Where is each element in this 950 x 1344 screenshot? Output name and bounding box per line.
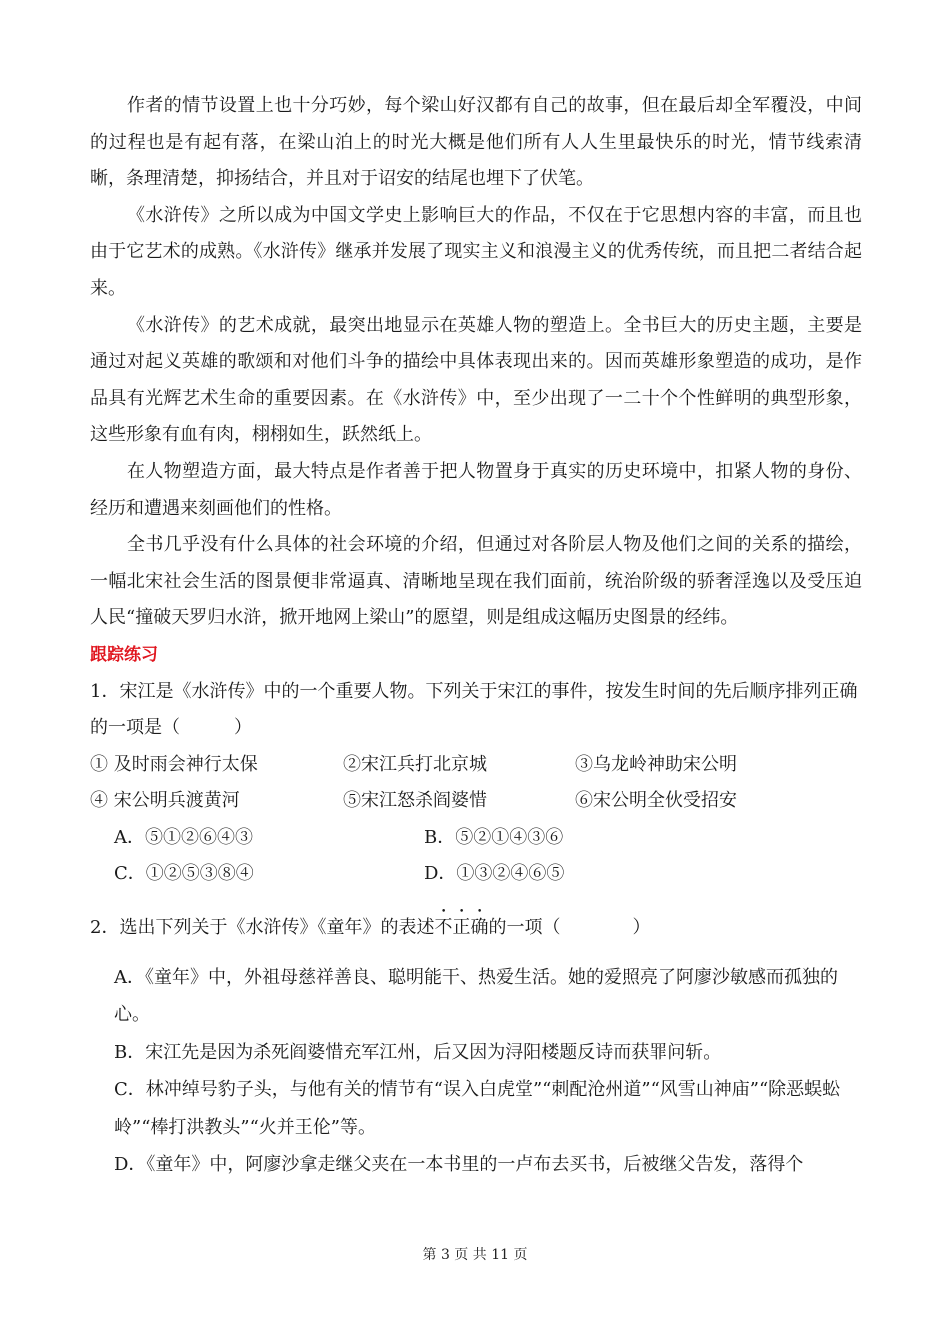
event-item: ① 及时雨会神行太保 xyxy=(90,753,258,775)
question-1-events-row-2 xyxy=(90,783,862,820)
question-2-stem xyxy=(90,907,862,947)
page-footer: 第 3 页 共 11 页 xyxy=(422,1247,528,1263)
event-item: ⑥宋公明全伙受招安 xyxy=(575,790,737,812)
event-item: ③乌龙岭神助宋公明 xyxy=(575,753,737,775)
paragraph-3: 《水浒传》的艺术成就，最突出地显示在英雄人物的塑造上。全书巨大的历史主题，主要是通过对起义英雄的歌颂和对他们斗争的描绘中具体表现出来的。因而英雄形象塑造的成功，是作品具有光辉艺术生命的重要因素。在《水浒传》中，至少出现了一二十个个性鲜明的典型形象，这些形象有血有肉，栩栩如生，跃然纸上。 xyxy=(90,314,862,446)
question-1-options-row-1 xyxy=(90,820,862,857)
option-d: D．《童年》中，阿廖沙拿走继父夹在一本书里的一卢布去买书，后被继父告发，落得个 xyxy=(114,1154,804,1176)
option-a: A．《童年》中，外祖母慈祥善良、聪明能干、热爱生活。她的爱照亮了阿廖沙敏感而孤独的心。 xyxy=(114,966,838,1026)
question-1-events-row-1 xyxy=(90,747,862,784)
question-2-stem-start: 2．选出下列关于《水浒传》《童年》的表述 xyxy=(90,917,435,939)
paragraph-4: 在人物塑造方面，最大特点是作者善于把人物置身于真实的历史环境中，扣紧人物的身份、经历和遭遇来刻画他们的性格。 xyxy=(90,460,862,519)
option-c: C．林冲绰号豹子头，与他有关的情节有“误入白虎堂”“刺配沧州道”“风雪山神庙”“除恶蜈蚣岭”“棒打洪教头”“火并王伦”等。 xyxy=(114,1079,841,1138)
option-a: A．⑤①②⑥④③ xyxy=(114,826,253,848)
page-content xyxy=(90,88,862,1184)
paragraph-5: 全书几乎没有什么具体的社会环境的介绍，但通过对各阶层人物及他们之间的关系的描绘，一幅北宋社会生活的图景便非常逼真、清晰地呈现在我们面前，统治阶级的骄奢淫逸以及受压迫人民“撞破天罗归水浒，掀开地网上梁山”的愿望，则是组成这幅历史图景的经纬。 xyxy=(90,534,862,629)
event-item: ②宋江兵打北京城 xyxy=(343,753,487,775)
question-2-stem-end: 的一项（ ） xyxy=(488,917,651,939)
option-c: C．①②⑤③⑧④ xyxy=(114,863,254,885)
event-item: ④ 宋公明兵渡黄河 xyxy=(90,790,240,812)
option-b: B．⑤②①④③⑥ xyxy=(424,826,564,848)
question-2-emphasis: 不正确 xyxy=(434,917,489,939)
section-heading: 跟踪练习 xyxy=(90,644,158,665)
question-1-options-row-2 xyxy=(90,856,862,893)
paragraph-1: 作者的情节设置上也十分巧妙，每个梁山好汉都有自己的故事，但在最后却全军覆没，中间的过程也是有起有落，在梁山泊上的时光大概是他们所有人人生里最快乐的时光，情节线索清晰，条理清楚，抑扬结合，并且对于诏安的结尾也埋下了伏笔。 xyxy=(90,95,862,190)
paragraph-2: 《水浒传》之所以成为中国文学史上影响巨大的作品，不仅在于它思想内容的丰富，而且也由于它艺术的成熟。《水浒传》继承并发展了现实主义和浪漫主义的优秀传统，而且把二者结合起来。 xyxy=(90,204,862,299)
option-b: B．宋江先是因为杀死阎婆惜充军江州，后又因为浔阳楼题反诗而获罪问斩。 xyxy=(114,1041,722,1063)
event-item: ⑤宋江怒杀阎婆惜 xyxy=(343,790,487,812)
question-2-options xyxy=(90,959,862,1184)
option-d: D．①③②④⑥⑤ xyxy=(424,863,565,885)
question-1-stem: 1．宋江是《水浒传》中的一个重要人物。下列关于宋江的事件，按发生时间的先后顺序排列正确的一项是（ ） xyxy=(90,680,858,739)
